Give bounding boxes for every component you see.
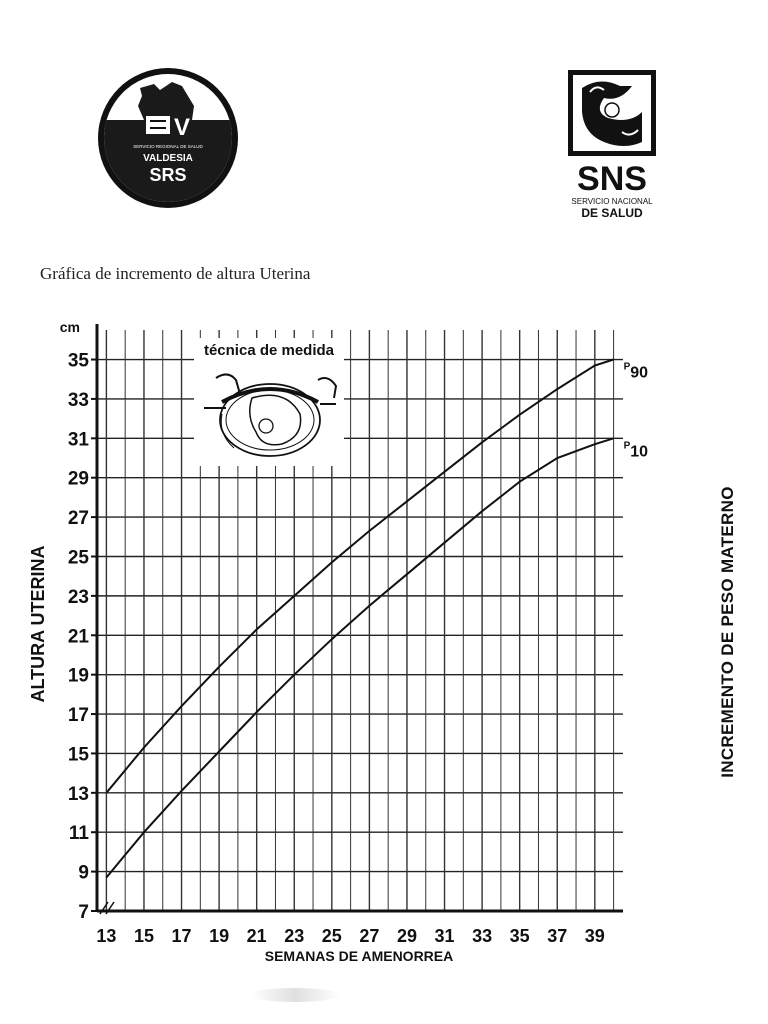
x-tick-label: 21 — [246, 926, 267, 946]
scan-artifact — [250, 988, 340, 1002]
series-label-p10: $^P$10 — [623, 440, 649, 461]
y-tick-label: 29 — [67, 468, 89, 490]
x-tick-label: 19 — [209, 926, 230, 946]
y-unit-label: cm — [59, 319, 80, 335]
y-tick-label: 17 — [67, 705, 89, 727]
y-tick-label: 33 — [67, 389, 89, 411]
x-tick-label: 23 — [284, 926, 305, 946]
page-title: Gráfica de incremento de altura Uterina — [40, 264, 311, 283]
measurement-technique-inset — [194, 338, 344, 466]
y-tick-label: 31 — [67, 429, 89, 451]
srs-logo-line2: VALDESIA — [143, 153, 193, 164]
y-tick-label: 27 — [67, 508, 89, 530]
sns-line2: DE SALUD — [581, 206, 643, 220]
sns-line1: SERVICIO NACIONAL — [571, 197, 653, 206]
y-tick-label: 13 — [67, 783, 89, 805]
x-tick-labels — [96, 926, 604, 946]
y-tick-label: 23 — [67, 586, 89, 608]
x-tick-label: 29 — [396, 926, 417, 946]
maternal-weight-gain-label: INCREMENTO DE PESO MATERNO — [718, 486, 737, 778]
series-line-p90 — [106, 360, 613, 793]
y-tick-label: 19 — [67, 665, 89, 687]
y-tick-label: 21 — [67, 626, 89, 648]
y-tick-label: 35 — [67, 350, 89, 372]
srs-logo-line1: SERVICIO REGIONAL DE SALUD — [133, 144, 203, 149]
x-tick-label: 13 — [96, 926, 117, 946]
x-tick-label: 35 — [509, 926, 530, 946]
chart-grid — [97, 330, 623, 911]
x-tick-label: 39 — [584, 926, 605, 946]
sns-acronym: SNS — [577, 160, 647, 198]
y-tick-label: 11 — [68, 823, 89, 845]
x-tick-label: 17 — [171, 926, 192, 946]
x-tick-label: 37 — [547, 926, 568, 946]
y-tick-label: 15 — [67, 744, 89, 766]
chart-series — [106, 360, 648, 878]
series-line-p10 — [106, 438, 613, 877]
x-tick-label: 33 — [472, 926, 493, 946]
srs-logo-line3: SRS — [149, 165, 187, 185]
y-axis-title: ALTURA UTERINA — [28, 545, 48, 703]
x-tick-label: 31 — [434, 926, 455, 946]
series-label-p90: $^P$90 — [623, 361, 649, 382]
y-tick-label: 9 — [78, 862, 89, 884]
x-axis-title: SEMANAS DE AMENORREA — [264, 948, 454, 964]
y-tick-label: 25 — [67, 547, 89, 569]
x-tick-label: 15 — [133, 926, 154, 946]
x-tick-label: 25 — [321, 926, 342, 946]
y-tick-labels — [68, 351, 97, 923]
x-tick-label: 27 — [359, 926, 380, 946]
svg-text:V: V — [174, 114, 191, 141]
inset-caption: técnica de medida — [203, 342, 335, 359]
y-tick-label: 7 — [78, 902, 89, 923]
